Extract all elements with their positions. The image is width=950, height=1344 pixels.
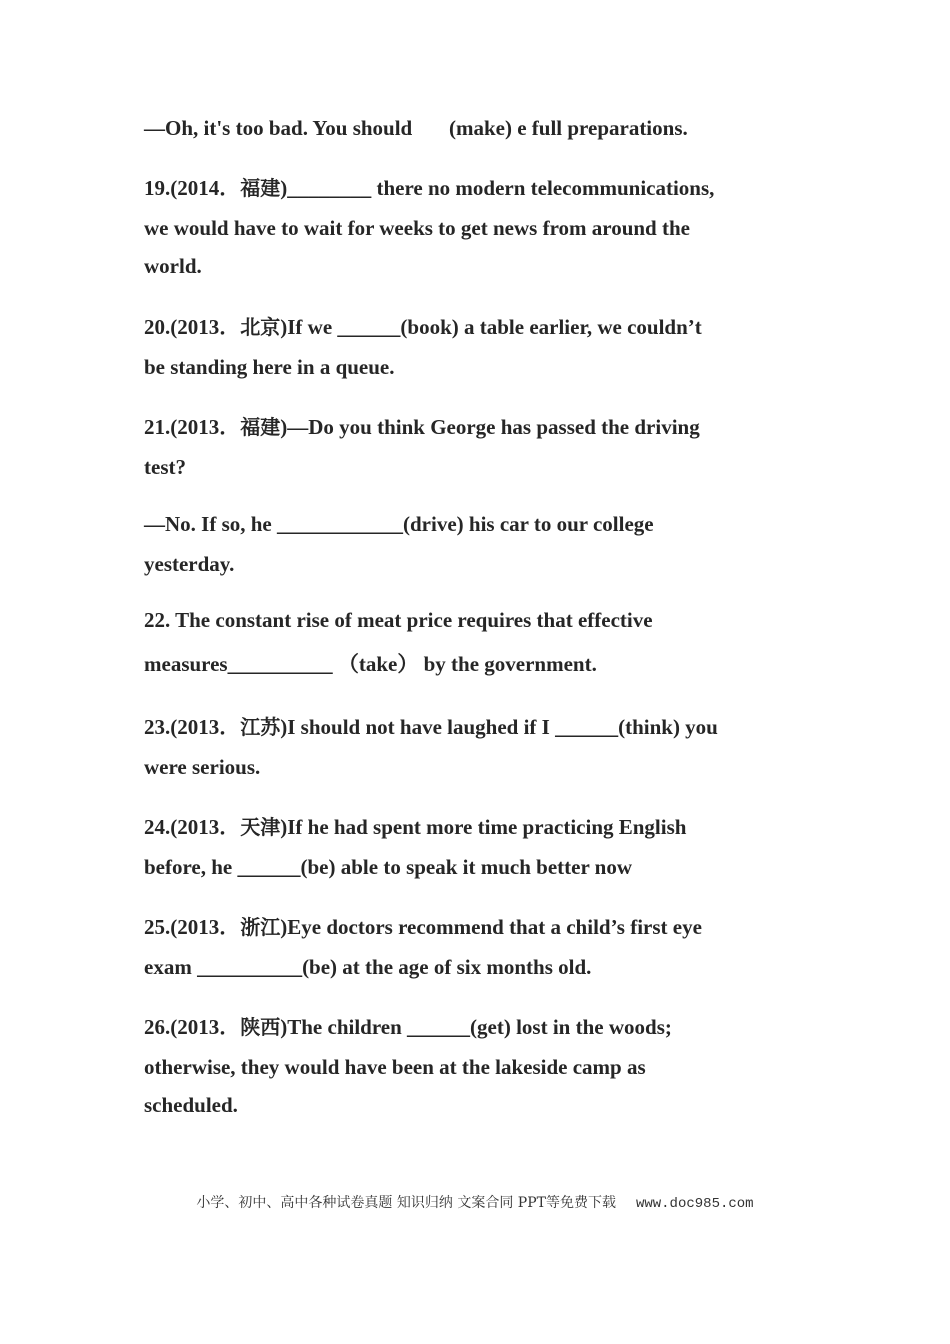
question-26	[144, 1007, 804, 1125]
question-text: The children ______(get) lost in the woods;	[287, 1015, 672, 1039]
question-text: —Do you think George has passed the driving	[287, 415, 700, 439]
text-line: were serious.	[144, 755, 261, 779]
question-bracket: )	[280, 815, 288, 839]
question-18-answer	[144, 108, 804, 148]
question-21-answer	[144, 504, 804, 584]
question-number: 24.(2013．	[144, 815, 241, 839]
question-text: Eye doctors recommend that a child’s first eye	[287, 915, 702, 939]
text-line: exam __________(be) at the age of six months old.	[144, 955, 592, 979]
question-bracket: )	[280, 1015, 288, 1039]
text-line: yesterday.	[144, 552, 235, 576]
text-line	[144, 168, 804, 208]
text-line: world.	[144, 254, 202, 278]
text-line: be standing here in a queue.	[144, 355, 395, 379]
footer-url[interactable]: www.doc985.com	[635, 1196, 754, 1212]
text-line: —Oh, it's too bad. You should (make) e full preparations.	[144, 116, 688, 140]
question-bracket: )	[280, 915, 288, 939]
text-line	[144, 307, 804, 347]
province-label: 天津	[240, 815, 281, 839]
text-line: measures__________ （take） by the government.	[144, 652, 597, 676]
question-text: If he had spent more time practicing English	[287, 815, 687, 839]
text-line: before, he ______(be) able to speak it much better now	[144, 855, 633, 879]
question-number: 26.(2013．	[144, 1015, 241, 1039]
question-25	[144, 907, 804, 987]
text-line: test?	[144, 455, 186, 479]
text-line	[144, 707, 804, 747]
question-bracket: )	[280, 715, 288, 739]
text-line: —No. If so, he ____________(drive) his car to our college	[144, 512, 654, 536]
footer-text: 小学、初中、高中各种试卷真题 知识归纳 文案合同 PPT等免费下载	[196, 1195, 616, 1211]
question-blank: )________	[280, 176, 377, 200]
question-text: there no modern telecommunications,	[376, 176, 715, 200]
question-number: 19.(2014．	[144, 176, 241, 200]
question-bracket: )	[280, 315, 288, 339]
page-footer	[0, 1192, 950, 1212]
text-line	[144, 1007, 804, 1047]
text-line	[144, 807, 804, 847]
question-text: I should not have laughed if I ______(think) you	[287, 715, 718, 739]
text-line: 22. The constant rise of meat price requires that effective	[144, 608, 653, 632]
question-22	[144, 600, 804, 684]
question-21	[144, 407, 804, 487]
province-label: 浙江	[240, 915, 281, 939]
question-number: 23.(2013．	[144, 715, 241, 739]
province-label: 陕西	[240, 1015, 281, 1039]
question-number: 20.(2013．	[144, 315, 241, 339]
province-label: 福建	[240, 415, 281, 439]
text-line	[144, 907, 804, 947]
question-bracket: )	[280, 415, 288, 439]
question-text: If we ______(book) a table earlier, we couldn’t	[287, 315, 702, 339]
province-label: 江苏	[240, 715, 281, 739]
text-line: otherwise, they would have been at the lakeside camp as	[144, 1055, 646, 1079]
question-number: 25.(2013．	[144, 915, 241, 939]
text-line	[144, 407, 804, 447]
province-label: 福建	[240, 176, 281, 200]
question-19	[144, 168, 804, 286]
question-23	[144, 707, 804, 787]
text-line: we would have to wait for weeks to get news from around the	[144, 216, 690, 240]
question-number: 21.(2013．	[144, 415, 241, 439]
question-24	[144, 807, 804, 887]
question-20	[144, 307, 804, 387]
text-line: scheduled.	[144, 1093, 238, 1117]
province-label: 北京	[240, 315, 281, 339]
